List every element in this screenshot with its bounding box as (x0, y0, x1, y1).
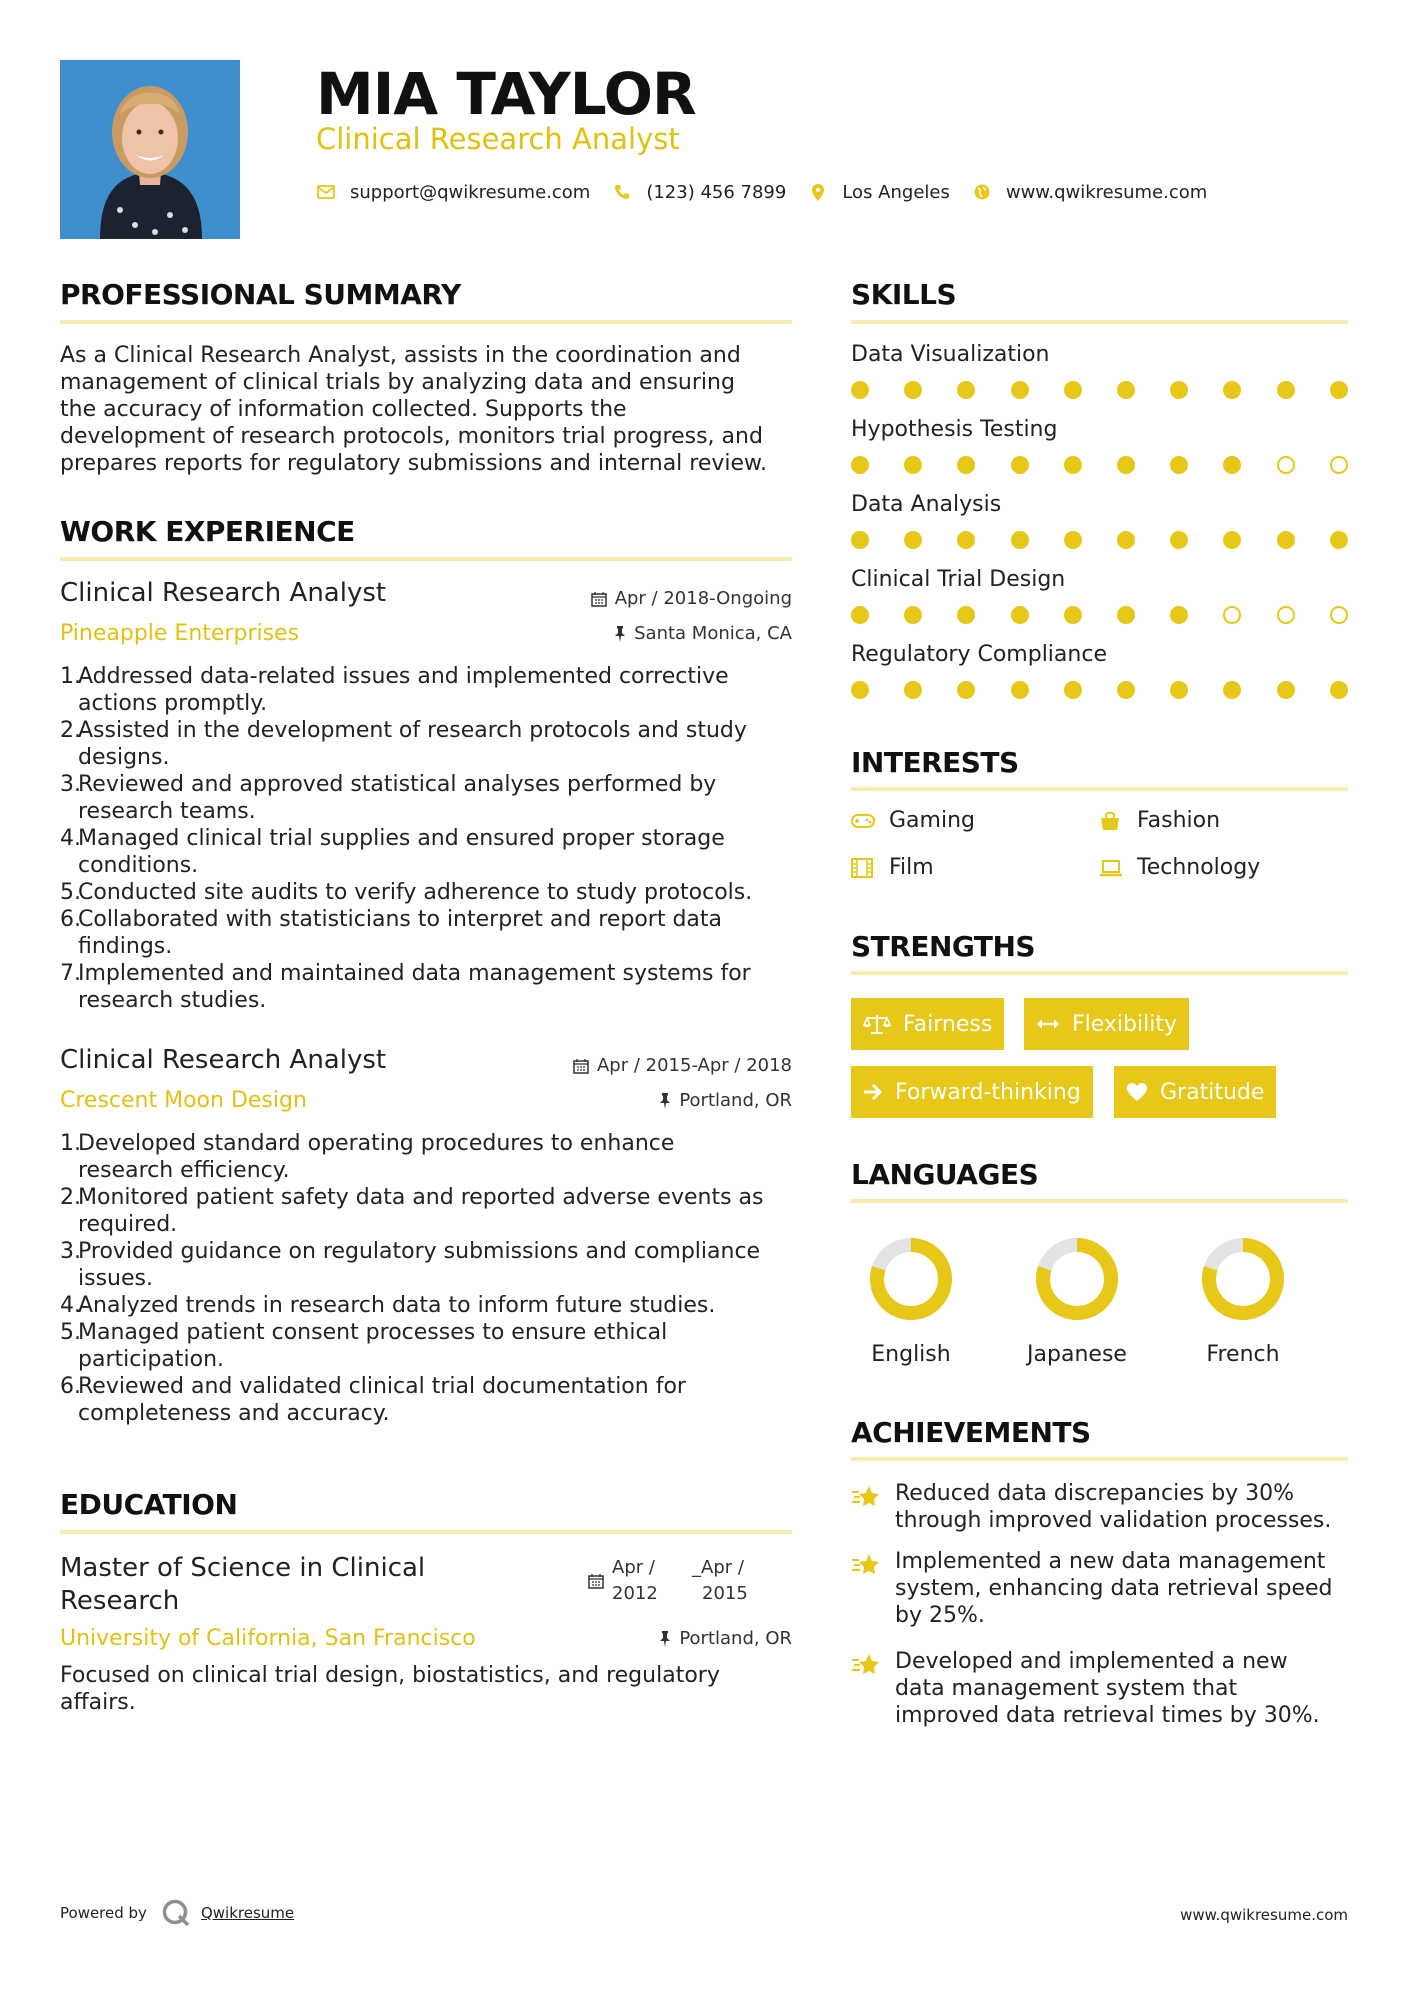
arrows-horizontal-icon (1036, 1018, 1060, 1030)
item-line: participation. (78, 1347, 225, 1372)
degree-line: Research (60, 1586, 180, 1616)
film-icon (851, 857, 877, 879)
star-award-icon (851, 1548, 895, 1629)
date-part: Apr / (612, 1557, 655, 1578)
item-text (78, 1130, 674, 1184)
summary-text (60, 342, 792, 477)
powered-by-text: Powered by (60, 1904, 147, 1922)
job-dates (573, 1055, 792, 1076)
skill-label: Hypothesis Testing (851, 417, 1058, 442)
achievement-line: Developed and implemented a new (895, 1649, 1288, 1674)
skill-dot-filled (1117, 456, 1135, 474)
skill-rating (851, 606, 1351, 626)
job-duties-list (60, 663, 800, 1014)
item-number: 6. (60, 907, 81, 932)
list-item (60, 960, 800, 1014)
strength-tag (851, 998, 1004, 1050)
item-line: Collaborated with statisticians to interpret and report data (78, 907, 723, 932)
skill-dot-filled (1011, 456, 1029, 474)
skill-dot-filled (851, 531, 869, 549)
skill-dot-filled (1064, 456, 1082, 474)
job-title: Clinical Research Analyst (60, 578, 387, 608)
heart-icon (1126, 1082, 1148, 1102)
skill-dot-filled (1064, 681, 1082, 699)
achievement-line: improved data retrieval times by 30%. (895, 1703, 1320, 1728)
item-number: 2. (60, 1185, 81, 1210)
language-ring (868, 1236, 954, 1322)
description-line: affairs. (60, 1690, 136, 1715)
item-line: Assisted in the development of research protocols and study (78, 718, 747, 743)
languages-heading: LANGUAGES (851, 1158, 1039, 1191)
skill-dot-filled (904, 381, 922, 399)
skill-dot-filled (904, 681, 922, 699)
item-text (78, 1238, 760, 1292)
summary-rule (60, 320, 792, 324)
education-rule (60, 1530, 792, 1534)
language-ring (1034, 1236, 1120, 1322)
skill-dot-filled (1064, 606, 1082, 624)
skill-dot-filled (1170, 606, 1188, 624)
phone-text: (123) 456 7899 (646, 181, 787, 203)
achievement-text (895, 1480, 1331, 1534)
skill-dot-empty (1223, 606, 1241, 624)
star-award-icon (851, 1480, 895, 1534)
item-line: Developed standard operating procedures to enhance (78, 1131, 675, 1156)
skill-rating (851, 456, 1351, 476)
skills-rule (851, 320, 1348, 324)
skill-dot-filled (1170, 681, 1188, 699)
achievements-rule (851, 1457, 1348, 1461)
experience-rule (60, 557, 792, 561)
strength-tag (1114, 1066, 1276, 1118)
pushpin-icon (659, 1093, 671, 1109)
degree-line: Master of Science in Clinical (60, 1553, 426, 1583)
education-description (60, 1662, 792, 1716)
interest-item (1099, 855, 1260, 880)
item-line: issues. (78, 1266, 153, 1291)
item-number: 4. (60, 1293, 81, 1318)
summary-heading: PROFESSIONAL SUMMARY (60, 278, 461, 311)
languages-rule (851, 1199, 1348, 1203)
contact-website[interactable] (972, 182, 1207, 203)
achievement-text (895, 1548, 1333, 1629)
strength-label: Flexibility (1072, 1011, 1177, 1037)
item-line: conditions. (78, 853, 199, 878)
skill-dot-empty (1330, 456, 1348, 474)
contact-location (808, 182, 950, 203)
list-item (60, 1373, 800, 1427)
item-number: 1. (60, 664, 81, 689)
summary-line: management of clinical trials by analyzing data and ensuring (60, 370, 735, 395)
candidate-name: MIA TAYLOR (316, 60, 696, 128)
email-text: support@qwikresume.com (350, 181, 591, 203)
language-ring (1200, 1236, 1286, 1322)
skill-rating (851, 681, 1351, 701)
item-line: Reviewed and approved statistical analyses performed by (78, 772, 717, 797)
item-number: 4. (60, 826, 81, 851)
location-text: Los Angeles (842, 181, 950, 203)
gamepad-icon (851, 810, 877, 832)
achievement-item (851, 1480, 1361, 1534)
summary-line: the accuracy of information collected. Supports the (60, 397, 627, 422)
item-text (78, 906, 722, 960)
skill-rating (851, 531, 1351, 551)
item-line: Addressed data-related issues and implemented corrective (78, 664, 729, 689)
skill-dot-filled (904, 456, 922, 474)
interest-item (851, 808, 975, 833)
item-text (78, 1184, 764, 1238)
list-item (60, 879, 800, 906)
skill-dot-filled (1330, 681, 1348, 699)
item-line: Monitored patient safety data and reported adverse events as (78, 1185, 764, 1210)
list-item (60, 717, 800, 771)
skill-dot-filled (957, 531, 975, 549)
contact-bar (316, 178, 1229, 206)
strength-label: Forward-thinking (895, 1079, 1081, 1105)
date-part: 2012 (612, 1583, 658, 1604)
strength-label: Gratitude (1160, 1079, 1265, 1105)
skill-dot-filled (904, 606, 922, 624)
qwikresume-link[interactable]: Qwikresume (200, 1904, 295, 1922)
item-text (78, 663, 729, 717)
skill-dot-filled (1117, 531, 1135, 549)
summary-line: As a Clinical Research Analyst, assists in the coordination and (60, 343, 741, 368)
skill-dot-filled (1117, 606, 1135, 624)
interest-label: Gaming (889, 808, 975, 833)
item-text (78, 825, 725, 879)
interest-item (851, 855, 934, 880)
skill-dot-filled (1170, 531, 1188, 549)
skill-dot-empty (1277, 606, 1295, 624)
date-part: _Apr / (692, 1557, 744, 1578)
item-number: 5. (60, 1320, 81, 1345)
description-line: Focused on clinical trial design, biostatistics, and regulatory (60, 1663, 720, 1688)
achievement-line: by 25%. (895, 1603, 985, 1628)
item-text: Conducted site audits to verify adherence to study protocols. (78, 880, 753, 905)
job-dates-text: Apr / 2015-Apr / 2018 (596, 1055, 792, 1076)
calendar-icon (573, 1058, 589, 1074)
item-line: Managed patient consent processes to ensure ethical (78, 1320, 668, 1345)
education-heading: EDUCATION (60, 1488, 238, 1521)
skill-dot-filled (1223, 531, 1241, 549)
job-title: Clinical Research Analyst (60, 1045, 387, 1075)
item-line: actions promptly. (78, 691, 268, 716)
skill-dot-filled (1223, 381, 1241, 399)
item-line: Implemented and maintained data management systems for (78, 961, 751, 986)
achievement-line: Implemented a new data management (895, 1549, 1326, 1574)
skill-dot-filled (851, 381, 869, 399)
strength-label: Fairness (903, 1011, 993, 1037)
item-number: 5. (60, 880, 81, 905)
strengths-heading: STRENGTHS (851, 930, 1036, 963)
strength-tag (851, 1066, 1093, 1118)
arrow-right-icon (863, 1083, 883, 1101)
candidate-title: Clinical Research Analyst (316, 122, 680, 156)
achievement-item (851, 1648, 1361, 1729)
interests-heading: INTERESTS (851, 746, 1019, 779)
skill-dot-filled (1117, 681, 1135, 699)
list-item (60, 906, 800, 960)
achievements-heading: ACHIEVEMENTS (851, 1416, 1091, 1449)
skill-label: Clinical Trial Design (851, 567, 1066, 592)
skill-dot-filled (1277, 531, 1295, 549)
skill-dot-empty (1277, 456, 1295, 474)
job-dates-text: Apr / 2018-Ongoing (614, 588, 792, 609)
job-company: Crescent Moon Design (60, 1088, 307, 1113)
skill-dot-filled (1170, 381, 1188, 399)
skill-dot-filled (851, 456, 869, 474)
education-dates (588, 1555, 748, 1607)
achievement-item (851, 1548, 1361, 1629)
star-award-icon (851, 1648, 895, 1729)
skill-dot-filled (957, 606, 975, 624)
skill-dot-filled (1011, 606, 1029, 624)
item-line: designs. (78, 745, 170, 770)
skill-label: Data Analysis (851, 492, 1002, 517)
education-start (612, 1555, 692, 1607)
balance-scale-icon (863, 1013, 891, 1035)
language-label: Japanese (1027, 1342, 1127, 1367)
skill-dot-filled (957, 681, 975, 699)
item-text (78, 717, 747, 771)
item-number: 1. (60, 1131, 81, 1156)
skills-heading: SKILLS (851, 278, 957, 311)
interest-label: Technology (1137, 855, 1261, 880)
list-item (60, 1292, 800, 1319)
calendar-icon (588, 1573, 604, 1589)
job-location (659, 1090, 792, 1111)
item-number: 6. (60, 1374, 81, 1399)
skill-dot-filled (957, 381, 975, 399)
achievement-text (895, 1648, 1320, 1729)
item-number: 3. (60, 772, 81, 797)
contact-phone[interactable] (612, 182, 786, 203)
skill-dot-filled (1011, 681, 1029, 699)
item-line: findings. (78, 934, 173, 959)
date-part: 2015 (702, 1583, 748, 1604)
job-duties-list (60, 1130, 800, 1427)
item-line: research teams. (78, 799, 256, 824)
skill-dot-filled (957, 456, 975, 474)
item-number: 7. (60, 961, 81, 986)
item-number: 2. (60, 718, 81, 743)
phone-icon (612, 182, 632, 202)
job-dates (591, 588, 792, 609)
education-location-text: Portland, OR (679, 1628, 792, 1649)
skill-dot-filled (1330, 381, 1348, 399)
strengths-rule (851, 971, 1348, 975)
degree-title (60, 1552, 425, 1618)
skill-dot-filled (1170, 456, 1188, 474)
pushpin-icon (614, 626, 626, 642)
item-line: completeness and accuracy. (78, 1401, 390, 1426)
skill-dot-filled (1064, 531, 1082, 549)
skill-dot-empty (1330, 606, 1348, 624)
laptop-icon (1099, 857, 1125, 879)
profile-photo (60, 60, 240, 239)
shopping-bag-icon (1099, 810, 1125, 832)
item-text (78, 960, 751, 1014)
list-item (60, 1184, 800, 1238)
envelope-icon (316, 182, 336, 202)
skill-dot-filled (1330, 531, 1348, 549)
skill-rating (851, 381, 1351, 401)
item-line: required. (78, 1212, 178, 1237)
interests-rule (851, 787, 1348, 791)
language-label: French (1206, 1342, 1280, 1367)
education-location (659, 1628, 792, 1649)
footer-url[interactable]: www.qwikresume.com (1180, 1906, 1348, 1924)
globe-icon (972, 182, 992, 202)
achievement-line: Reduced data discrepancies by 30% (895, 1481, 1295, 1506)
calendar-icon (591, 591, 607, 607)
summary-line: prepares reports for regulatory submissions and internal review. (60, 451, 768, 476)
language-label: English (871, 1342, 951, 1367)
skill-dot-filled (1277, 381, 1295, 399)
list-item (60, 1238, 800, 1292)
experience-heading: WORK EXPERIENCE (60, 515, 355, 548)
summary-line: development of research protocols, monitors trial progress, and (60, 424, 763, 449)
item-line: Managed clinical trial supplies and ensured proper storage (78, 826, 725, 851)
skill-dot-filled (904, 531, 922, 549)
pushpin-icon (659, 1631, 671, 1647)
map-pin-icon (808, 182, 828, 202)
list-item (60, 1319, 800, 1373)
item-line: research studies. (78, 988, 267, 1013)
job-location-text: Santa Monica, CA (634, 623, 792, 644)
skill-dot-filled (1223, 456, 1241, 474)
interest-label: Film (889, 855, 934, 880)
skill-dot-filled (1011, 381, 1029, 399)
website-text: www.qwikresume.com (1005, 181, 1208, 203)
item-text (78, 1373, 686, 1427)
achievement-line: data management system that (895, 1676, 1238, 1701)
skill-label: Regulatory Compliance (851, 642, 1107, 667)
interest-label: Fashion (1137, 808, 1221, 833)
list-item (60, 1130, 800, 1184)
education-end (692, 1555, 748, 1607)
item-text (78, 1319, 667, 1373)
list-item (60, 771, 800, 825)
skill-label: Data Visualization (851, 342, 1050, 367)
achievement-line: system, enhancing data retrieval speed (895, 1576, 1333, 1601)
qwikresume-logo-icon (161, 1898, 191, 1928)
footer-powered-by (60, 1898, 294, 1928)
skill-dot-filled (1277, 681, 1295, 699)
interest-item (1099, 808, 1220, 833)
item-text: Analyzed trends in research data to inform future studies. (78, 1293, 716, 1318)
skill-dot-filled (851, 681, 869, 699)
skill-dot-filled (1223, 681, 1241, 699)
skill-dot-filled (1117, 381, 1135, 399)
strength-tag (1024, 998, 1189, 1050)
item-text (78, 771, 716, 825)
job-company: Pineapple Enterprises (60, 621, 300, 646)
skill-dot-filled (1064, 381, 1082, 399)
item-number: 3. (60, 1239, 81, 1264)
job-location (614, 623, 792, 644)
achievement-line: through improved validation processes. (895, 1508, 1332, 1533)
school-name: University of California, San Francisco (60, 1626, 476, 1651)
list-item (60, 663, 800, 717)
item-line: Provided guidance on regulatory submissions and compliance (78, 1239, 761, 1264)
item-line: research efficiency. (78, 1158, 290, 1183)
skill-dot-filled (851, 606, 869, 624)
item-line: Reviewed and validated clinical trial documentation for (78, 1374, 686, 1399)
job-location-text: Portland, OR (679, 1090, 792, 1111)
skill-dot-filled (1011, 531, 1029, 549)
contact-email[interactable] (316, 182, 590, 203)
list-item (60, 825, 800, 879)
